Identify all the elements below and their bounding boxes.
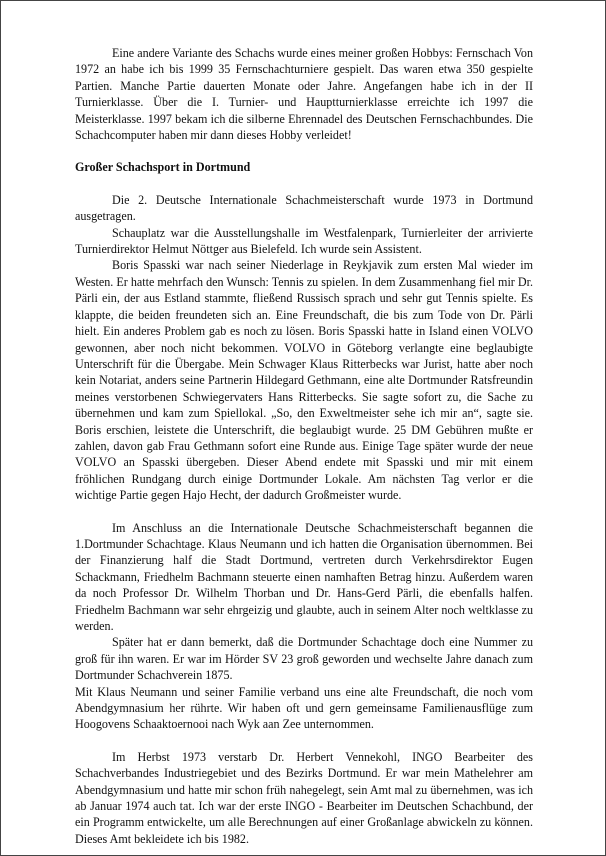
paragraph-spaeter: Später hat er dann bemerkt, daß die Dortmunder Schachtage doch eine Nummer zu groß für ihn waren. Er war im Hörder SV 23 groß geworden und wechselte Jahre danach zum Dortmunder Schachverein 1875. (75, 635, 533, 683)
document-body (75, 45, 533, 847)
paragraph-herbst-1973: Im Herbst 1973 verstarb Dr. Herbert Vennekohl, INGO Bearbeiter des Schachverbandes Industriegebiet und des Bezirks Dortmund. Er war mein Mathelehrer am Abendgymnasium und hatte mir schon früh nahegelegt, sein Amt mal zu übernehmen, was ich ab Januar 1974 auch tat. Ich war der erste INGO - Bearbeiter im Deutschen Schachbund, der ein Programm entwickelte, um alle Berechnungen auf einer Großanlage abwickeln zu können. Dieses Amt bekleidete ich bis 1982. (75, 749, 533, 846)
paragraph-meisterschaft: Die 2. Deutsche Internationale Schachmeisterschaft wurde 1973 in Dortmund ausgetragen. (75, 192, 533, 224)
section-heading: Großer Schachsport in Dortmund (75, 160, 251, 175)
paragraph-neumann: Mit Klaus Neumann und seiner Familie verband uns eine alte Freundschaft, die noch vom Abendgymnasium her rührte. Wir haben oft und gern gemeinsame Familienausflüge zum Hoogovens Schaaktoernooi nach Wyk aan Zee unternommen. (75, 684, 533, 732)
paragraph-schauplatz: Schauplatz war die Ausstellungshalle im Westfalenpark, Turnierleiter der arrivierte Turnierdirektor Helmut Nöttger aus Bielefeld. Ich wurde sein Assistent. (75, 225, 533, 257)
paragraph-fernschach-hobby: Eine andere Variante des Schachs wurde eines meiner großen Hobbys: Fernschach Von 1972 an habe ich bis 1999 35 Fernschachturniere gespielt. Das waren etwa 350 gespielte Partien. Manche Partie dauerten Monate oder Jahre. Angefangen habe ich in der II Turnierklasse. Über die I. Turnier- und Hauptturnierklasse erreichte ich 1997 die Meisterklasse. 1997 bekam ich die silberne Ehrennadel des Deutschen Fernschachbundes. Die Schachcomputer haben mir dann dieses Hobby verleidet! (75, 46, 533, 143)
paragraph-spasski: Boris Spasski war nach seiner Niederlage in Reykjavik zum ersten Mal wieder im Westen. Er hatte mehrfach den Wunsch: Tennis zu spielen. In dem Zusammenhang fiel mir Dr. Pärli ein, der aus Estland stammte, fließend Russisch sprach und sehr gut Tennis spielte. Es klappte, die beiden freundeten sich an. Eine Freundschaft, die bis zum Tode von Dr. Pärli hielt. Ein anderes Problem gab es noch zu lösen. Boris Spasski hatte in Island einen VOLVO gewonnen, aber noch nicht bekommen. VOLVO in Göteborg verlangte eine beglaubigte Unterschrift für die Übergabe. Mein Schwager Klaus Ritterbecks war Jurist, hatte aber noch kein Notariat, anders seine Partnerin Hildegard Gethmann, eine alte Dortmunder Ratsfreundin meines verstorbenen Schwiegervaters Hans Ritterbecks. Sie sagte sofort zu, die Sache zu übernehmen und kam zum Spiellokal. „So, den Exweltmeister sehe ich mir an“, sagte sie. Boris erschien, leistete die Unterschrift, die beglaubigt wurde. 25 DM Gebühren mußte er zahlen, davon gab Frau Gethmann sofort eine Runde aus. Einige Tage später wurde der neue VOLVO an Spasski übergeben. Dieser Abend endete mit Spasski und mir mit einem fröhlichen Rundgang durch einige Dortmunder Lokale. Am nächsten Tag verlor er die wichtige Partie gegen Hajo Hecht, der dadurch Großmeister wurde. (75, 258, 533, 503)
paragraph-schachtage: Im Anschluss an die Internationale Deutsche Schachmeisterschaft begannen die 1.Dortmunder Schachtage. Klaus Neumann und ich hatten die Organisation übernommen. Bei der Finanzierung half die Stadt Dortmund, vertreten durch Verkehrsdirektor Eugen Schackmann, Friedhelm Bachmann steuerte einen namhaften Betrag hinzu. Außerdem waren da noch Professor Dr. Wilhelm Thorban und Dr. Hans-Gerd Pärli, die ebenfalls halfen. Friedhelm Bachmann war sehr ehrgeizig und glaubte, auch in seinem Alter noch weltklasse zu werden. (75, 520, 533, 633)
